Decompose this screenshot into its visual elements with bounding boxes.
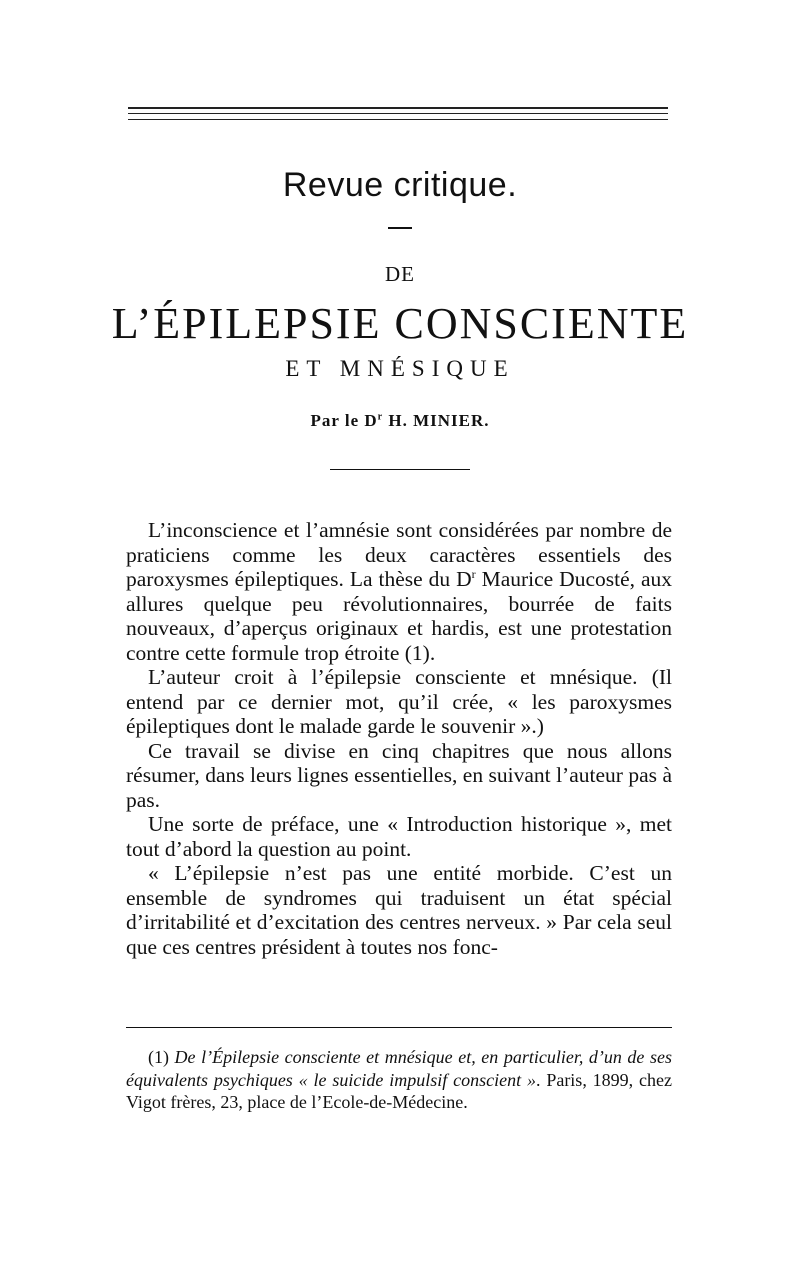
- footnote-text: [126, 1046, 672, 1114]
- byline-prefix: Par le D: [310, 411, 378, 430]
- separator-rule: [330, 469, 470, 470]
- paragraph: [126, 518, 672, 665]
- article-title: L’ÉPILEPSIE CONSCIENTE: [111, 299, 689, 348]
- footnote-number: (1): [148, 1047, 175, 1067]
- title-dash: [388, 227, 412, 229]
- footnote-rule: [126, 1027, 672, 1028]
- article-subtitle: ET MNÉSIQUE: [285, 356, 515, 381]
- header-rule: [128, 119, 668, 120]
- byline-author: H. MINIER.: [383, 411, 490, 430]
- header-rule: [128, 113, 668, 114]
- paragraph: « L’épilepsie n’est pas une entité morbide. C’est un ensemble de syndromes qui traduisent un état spécial d’irritabilité et d’excitation des centres nerveux. » Par cela seul que ces centres président à toutes nos fonc-: [126, 861, 672, 959]
- section-title: Revue critique.: [282, 166, 518, 204]
- footnote-citation-rest: . Paris, 1899, chez Vigot frères, 23, place de l’Ecole-de-Médecine.: [126, 1069, 673, 1112]
- article-body: [126, 518, 672, 959]
- paragraph-text: L’inconscience et l’amnésie sont considérées par nombre de praticiens comme les deux caractères essentiels des paroxysmes épileptiques. La thèse du D: [126, 518, 672, 591]
- paragraph: Ce travail se divise en cinq chapitres que nous allons résumer, dans leurs lignes essentielles, en suivant l’auteur pas à pas.: [126, 738, 672, 812]
- footnote: [126, 1046, 672, 1114]
- author-byline: [0, 411, 800, 431]
- byline-superscript: r: [377, 411, 384, 423]
- header-rule: [128, 107, 668, 109]
- paragraph: L’auteur croit à l’épilepsie consciente et mnésique. (Il entend par ce dernier mot, qu’il crée, « les paroxysmes épileptiques dont le malade garde le souvenir ».): [126, 665, 672, 738]
- footnote-citation-title: De l’Épilepsie consciente et mnésique et, en particulier, d’un de ses équivalents psychiques « le suicide impulsif conscient »: [126, 1047, 672, 1090]
- title-preposition: DE: [385, 262, 415, 286]
- superscript: r: [471, 566, 476, 581]
- paragraph: Une sorte de préface, une « Introduction historique », met tout d’abord la question au point.: [126, 812, 672, 861]
- paragraph-text: Maurice Ducosté, aux allures quelque peu révolutionnaires, bourrée de faits nouveaux, d’aperçus originaux et hardis, est une protestation contre cette formule trop étroite (1).: [126, 567, 672, 665]
